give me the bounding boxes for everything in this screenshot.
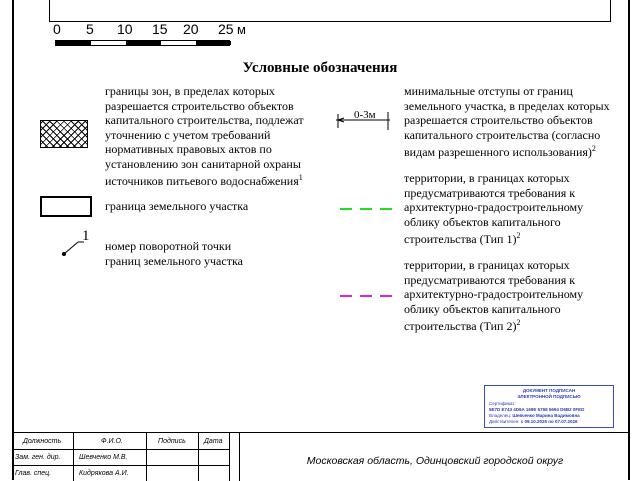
turning-point-number: 1 — [82, 228, 90, 244]
row-name: Шевченко М.В. — [79, 454, 128, 461]
row-position: Зам. ген. дир. — [15, 454, 61, 461]
header-signature: Подпись — [158, 438, 186, 445]
header-date: Дата — [204, 438, 223, 445]
type2-dash — [360, 295, 372, 297]
legend-item-type1: территории, в границах которых предусматриваются требования к архитектурно-градостроительному облику объектов капитального строительства (Тип 1)$^2$ — [404, 171, 584, 246]
map-frame — [49, 0, 611, 22]
header-name: Ф.И.О. — [101, 438, 123, 445]
scale-tick: 20 — [183, 21, 199, 37]
turning-point-symbol — [58, 228, 98, 258]
type1-dash — [380, 208, 392, 210]
type2-dash — [380, 295, 392, 297]
header-position: Должность — [23, 438, 62, 445]
scale-tick: 25 — [218, 21, 234, 37]
scale-tick: 10 — [117, 21, 133, 37]
legend-item-turning-point: номер поворотной точки границ земельного участка — [105, 239, 243, 268]
hatched-zone-symbol — [40, 120, 88, 148]
setback-symbol-label: 0-3м — [354, 109, 376, 121]
legend-title: Условные обозначения — [242, 60, 398, 76]
type1-dash — [360, 208, 372, 210]
scale-tick: 0 — [53, 21, 61, 37]
type1-dash — [340, 208, 352, 210]
plot-boundary-symbol — [40, 196, 92, 217]
row-position: Глав. спец. — [15, 470, 52, 477]
legend-item-type2: территории, в границах которых предусматриваются требования к архитектурно-градостроительному облику объектов капитального строительства (Тип 2)$^2$ — [404, 258, 584, 333]
electronic-signature-stamp: ДОКУМЕНТ ПОДПИСАН ЭЛЕКТРОННОЙ ПОДПИСЬЮ Сертификат: 5E7D E743 4D6A 169E 5768 5694 D6B2 0FED Владелец: Шевченко Марина Вадимовна Действителен: с 09.10.2025 по 07.07.2026 — [484, 385, 614, 428]
legend-item-setbacks: минимальные отступы от границ земельного участка, в пределах которых разрешается строительство объектов капитального строительства (согласно видам разрешенного использования)$^2$ — [404, 84, 610, 159]
row-name: Кидрякова А.И. — [79, 470, 129, 477]
scale-unit: м — [237, 22, 246, 37]
legend-item-zone-boundaries: границы зон, в пределах которых разрешается строительство объектов капитального строительства, подлежат уточнению с учетом требований нормативных правовых актов по установлению зон санитарной охраны источников питьевого водоснабжения$^1$ — [105, 84, 304, 188]
scale-tick: 15 — [152, 21, 168, 37]
project-location: Московская область, Одинцовский городской округ — [306, 455, 564, 467]
scale-tick: 5 — [86, 21, 94, 37]
scale-bar — [55, 40, 230, 46]
type2-dash — [340, 295, 352, 297]
legend-item-plot-boundary: граница земельного участка — [105, 199, 249, 213]
